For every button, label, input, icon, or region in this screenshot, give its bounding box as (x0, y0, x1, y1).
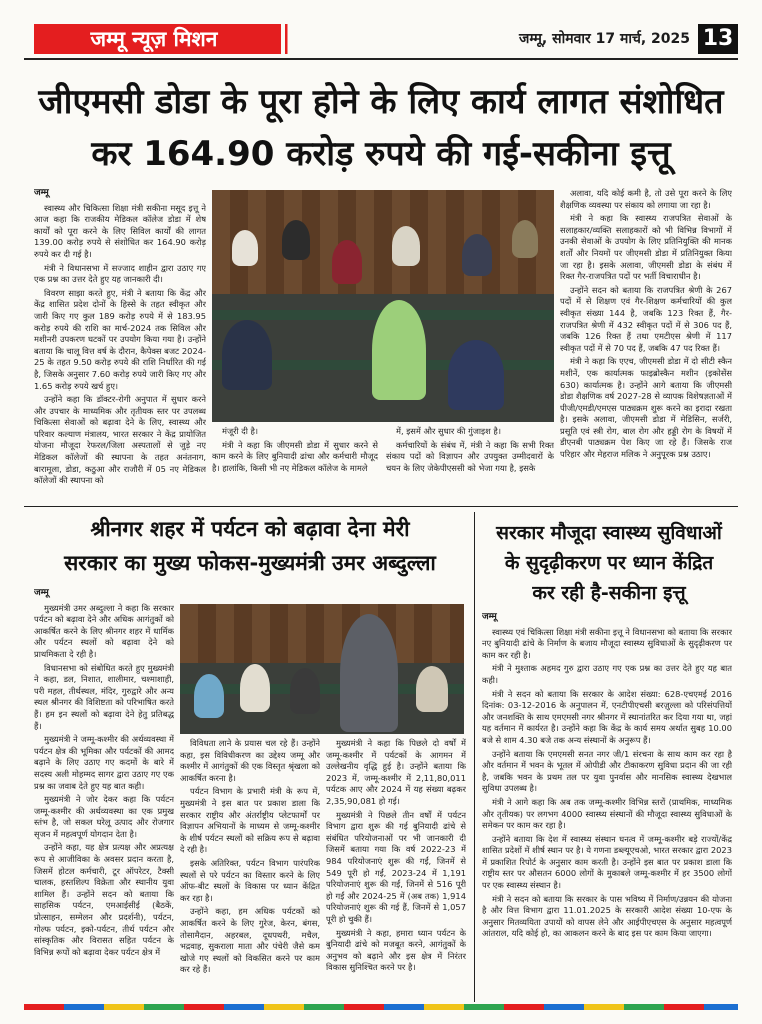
photo-person (332, 240, 362, 284)
story1-column-2 (212, 426, 378, 502)
story2-paragraph: विधानसभा को संबोधित करते हुए मुख्यमंत्री ने कहा, डल, निशात, शालीमार, चश्माशाही, परी महल, तीर्थस्थल, मंदिर, गुरुद्वारे और अन्य स्थल श्रीनगर की विशिष्टता को परिभाषित करते हैं। हम इन स्थलों को बढ़ावा देने हेतु प्रतिबद्ध हैं। (34, 662, 174, 731)
color-registration-bar (24, 1004, 738, 1010)
story1-paragraph: मंत्री ने कहा कि स्वास्थ्य राजपत्रित सेवाओं के सलाहकार/व्यक्ति सलाहकारों को भी विभिन्न विभागों में उनकी सेवाओं के उपयोग के लिए प्रतिनियुक्ति की मानक शर्तों और नियमों पर जीएमसी डोडा में प्रतिनियुक्त किया जा रहा है। इसके अलावा, जीएमसी डोडा के संबंध में रिक्त गैर-राजपत्रित पदों पर भर्ती विचाराधीन है। (560, 213, 732, 282)
story2-paragraph: उन्होंने कहा, यह क्षेत्र प्रत्यक्ष और अप्रत्यक्ष रूप से आजीविका के अवसर प्रदान करता है, जिसमें होटल कर्मचारी, टूर ऑपरेटर, टैक्सी चालक, हस्तशिल्प विक्रेता और स्थानीय युवा शामिल हैं। उन्होंने सदन को बताया कि साहसिक पर्यटन, एमआईसीई (बैठकें, प्रोत्साहन, सम्मेलन और प्रदर्शनी), पर्यटन, गोल्फ पर्यटन, इको-पर्यटन, तीर्थ पर्यटन और सांस्कृतिक और विरासत सहित पर्यटन के विभिन्न रूपों को बढ़ावा देकर पर्यटन क्षेत्र में (34, 842, 174, 957)
story2-paragraph: मुख्यमंत्री ने पिछले तीन वर्षों में पर्यटन विभाग द्वारा शुरू की गई बुनियादी ढांचे से संबंधित परियोजनाओं पर भी जानकारी दी जिसमें बताया गया कि वर्ष 2022-23 में 984 परियोजनाएं शुरू की गईं, जिनमें से 549 पूरी हो गईं, 2023-24 में 1,191 परियोजनाएं शुरू की गईं, जिनमें से 516 पूरी हो गईं और 2024-25 में (अब तक) 1,914 परियोजनाएं शुरू की गई हैं, जिनमें से 1,057 पूरी हो चुकी हैं। (326, 809, 466, 924)
story1-headline (24, 76, 738, 180)
story1-paragraph: मंजूरी दी है। (222, 426, 259, 436)
story3-headline-line2: के सुदृढ़ीकरण पर ध्यान केंद्रित (504, 552, 714, 574)
section-divider (24, 506, 738, 507)
photo-person (462, 234, 492, 276)
photo-speaking-woman (372, 300, 426, 400)
story1-paragraph: स्वास्थ्य और चिकित्सा शिक्षा मंत्री सकीना मसूद इत्तू ने आज कहा कि राजकीय मेडिकल कॉलेज डोडा में शेष कार्यों को पूरा करने के लिए सिविल कार्यों की लागत 139.00 करोड़ रुपये से संशोधित कर 164.90 करोड़ रुपये कर दी गई है। (34, 202, 206, 259)
story2-headline-line1: श्रीनगर शहर में पर्यटन को बढ़ावा देना मेरी (90, 517, 410, 541)
story1-column-4 (560, 188, 732, 503)
story2-paragraph: मुख्यमंत्री ने कहा कि पिछले दो वर्षों में जम्मू-कश्मीर में पर्यटकों के आगमन में उल्लेखनीय वृद्धि हुई है। उन्होंने बताया कि 2023 में, जम्मू-कश्मीर में 2,11,80,011 पर्यटक आए और 2024 में यह संख्या बढ़कर 2,35,90,081 हो गई। (326, 738, 466, 806)
story3-headline (480, 518, 738, 608)
story2-paragraph: मुख्यमंत्री ने कहा, हमारा ध्यान पर्यटन के बुनियादी ढांचे को मजबूत करने, आगंतुकों के अनुभव को बढ़ाने और इस क्षेत्र में निरंतर विकास सुनिश्चित करने पर है। (326, 927, 466, 973)
story3-paragraph: मंत्री ने मुश्ताक अहमद गुरु द्वारा उठाए गए एक प्रश्न का उत्तर देते हुए यह बात कही। (482, 663, 732, 685)
story2-paragraph: मुख्यमंत्री उमर अब्दुल्ला ने कहा कि सरकार पर्यटन को बढ़ावा देने और अधिक आगंतुकों को आकर्षित करने के लिए श्रीनगर शहर में धार्मिक और पर्यटन स्थलों को बढ़ावा देने को प्राथमिकता दे रही है। (34, 602, 174, 659)
story2-paragraph: इसके अतिरिक्त, पर्यटन विभाग पारंपरिक स्थलों से परे पर्यटन का विस्तार करने के लिए ऑफ-बीट स्थलों के विकास पर ध्यान केंद्रित कर रहा है। (180, 857, 320, 903)
photo-person (416, 666, 448, 712)
story3-paragraph: उन्होंने बताया कि देश में स्वास्थ्य संस्थान घनत्व में जम्मू-कश्मीर बड़े राज्यों/केंद्र शासित प्रदेशों में शीर्ष स्थान पर है। ये गणना डब्ल्यूएचओ, भारत सरकार द्वारा 2023 में प्रकाशित रिपोर्ट के अनुसार काम करती है। उन्होंने इस बात पर प्रकाश डाला कि राष्ट्रीय स्तर पर औसतन 6000 लोगों के मुकाबले जम्मू-कश्मीर में हर 3500 लोगों पर एक स्वास्थ्य संस्थान है। (482, 833, 732, 891)
story3-headline-line3: कर रही है-सकीना इत्तू (532, 582, 686, 604)
photo-person (222, 320, 272, 390)
story1-column-3 (386, 426, 554, 502)
issue-date: जम्मू, सोमवार 17 मार्च, 2025 (518, 31, 690, 47)
photo-person (232, 230, 258, 266)
story1-paragraph: उन्होंने सदन को बताया कि राजपत्रित श्रेणी के 267 पदों में से शिक्षण एवं गैर-शिक्षण कर्मचारियों की कुल स्वीकृत संख्या 144 है, जबकि 123 रिक्त हैं, गैर-राजपत्रित श्रेणी में 432 स्वीकृत पदों में से 306 पद हैं, जबकि 126 रिक्त हैं तथा एमटीएस श्रेणी में 117 स्वीकृत पदों में से 70 पद हैं, जबकि 47 पद रिक्त हैं। (560, 284, 732, 353)
story1-paragraph: विवरण साझा करते हुए, मंत्री ने बताया कि केंद्र और केंद्र शासित प्रदेश दोनों के हिस्से के तहत स्वीकृत और जारी किए गए कुल 189 करोड़ रुपये में से 183.95 करोड़ रुपये की राशि का मार्च-2024 तक सिविल और मशीनरी उपकरण घटकों पर उपयोग किया गया है। उन्होंने बताया कि चालू वित्त वर्ष के दौरान, कैपेक्स बजट 2024-25 के तहत 9.50 करोड़ रुपये की राशि निर्धारित की गई है, जिसके अनुसार 7.60 करोड़ रुपये जारी किए गए और 1.65 करोड़ रुपये खर्च हुए। (34, 287, 206, 391)
story2-column-2 (180, 738, 320, 992)
story3-headline-line1: सरकार मौजूदा स्वास्थ्य सुविधाओं (496, 522, 722, 544)
story2-paragraph: विविधता लाने के प्रयास चल रहे हैं। उन्होंने कहा, इस विविधीकरण का उद्देश्य जम्मू और कश्मीर में आगंतुकों की एक विस्तृत श्रृंखला को आकर्षित करना है। (180, 738, 320, 783)
story1-paragraph: अलावा, यदि कोई कमी है, तो उसे पूरा करने के लिए शैक्षणिक व्यवस्था पर संकाय को लगाया जा रहा है। (560, 188, 732, 210)
cm-speaking-photo (180, 604, 464, 734)
story2-headline (30, 512, 470, 580)
story1-column-1 (34, 188, 206, 503)
story3-body (482, 612, 732, 992)
photo-person (194, 674, 224, 718)
story3-dateline: जम्मू (482, 612, 497, 622)
story3-paragraph: स्वास्थ्य एवं चिकित्सा शिक्षा मंत्री सकीना इत्तू ने विधानसभा को बताया कि सरकार नए बुनियादी ढांचे के निर्माण के बजाय मौजूदा स्वास्थ्य सुविधाओं के सुदृढ़ीकरण पर काम कर रही है। (482, 626, 732, 660)
story2-column-3 (326, 738, 466, 992)
masthead (24, 24, 738, 54)
column-divider (474, 512, 475, 1002)
story2-column-1 (34, 588, 174, 992)
photo-speaking-man (340, 614, 398, 732)
story2-paragraph: मुख्यमंत्री ने जम्मू-कश्मीर की अर्थव्यवस्था में पर्यटन क्षेत्र की भूमिका और पर्यटकों की आमद बढ़ाने के लिए उठाए गए कदमों के बारे में सदस्य अली मोहम्मद सागर द्वारा उठाए गए एक प्रश्न का जवाब देते हुए यह बात कही। (34, 734, 174, 791)
story1-headline-line2: कर 164.90 करोड़ रुपये की गई-सकीना इत्तू (91, 134, 671, 174)
story3-paragraph: मंत्री ने आगे कहा कि अब तक जम्मू-कश्मीर विभिन्न स्तरों (प्राथमिक, माध्यमिक और तृतीयक) पर लगभग 4000 स्वास्थ्य संस्थानों की मौजूदा स्वास्थ्य सुविधाओं के समेकन पर काम कर रहा है। (482, 796, 732, 831)
story3-paragraph: उन्होंने बताया कि एमएमसी सनत नगर जी/1 संरचना के साथ काम कर रहा है और वर्तमान में भवन के भूतल में ओपीडी और टीकाकरण सुविधा प्रदान की जा रही है, जबकि भवन के प्रथम तल पर युवा पुनर्वास और मानसिक स्वास्थ्य देखभाल सुविधा उपलब्ध है। (482, 748, 732, 794)
masthead-rule (24, 58, 738, 60)
story3-paragraph: मंत्री ने सदन को बताया कि सरकार के पास भविष्य में निर्माण/उन्नयन की योजना है और वित्त विभाग द्वारा 11.01.2025 के सरकारी आदेश संख्या 10-एफ के अनुसार मितव्ययिता उपायों को वापस लेने और आईपीएचएस के अनुसार महत्वपूर्ण आंतराल, यदि कोई हो, का आकलन करने के बाद इस पर काम किया जाएगा। (482, 893, 732, 939)
story1-dateline: जम्मू (34, 188, 49, 198)
photo-person (282, 220, 310, 260)
story2-paragraph: मुख्यमंत्री ने जोर देकर कहा कि पर्यटन जम्मू-कश्मीर की अर्थव्यवस्था का एक प्रमुख स्तंभ है, जो सकल घरेलू उत्पाद और रोजगार सृजन में महत्वपूर्ण योगदान देता है। (34, 794, 174, 839)
story3-paragraph: मंत्री ने सदन को बताया कि सरकार के आदेश संख्या: 628-एचएमई 2016 दिनांक: 03-12-2016 के अनुपालन में, एनटीपीएचसी बरज़ुल्ला को परिसंपत्तियों और जनशक्ति के साथ एमएमसी नगर श्रीनगर में स्थानांतरित कर दिया गया था, जहां यह वर्तमान में कार्यरत है। उन्होंने कहा कि केंद्र के कार्य समय अर्थात सुबह 10.00 बजे से शाम 4.30 बजे तक अन्य संस्थानों के अनुरूप हैं। (482, 688, 732, 745)
story1-paragraph: उन्होंने कहा कि डॉक्टर-रोगी अनुपात में सुधार करने और उपचार के माध्यमिक और तृतीयक स्तर पर उपलब्ध चिकित्सा सेवाओं को बढ़ावा देने के लिए, स्वास्थ्य और परिवार कल्याण मंत्रालय, भारत सरकार ने केंद्र प्रायोजित योजना मौजूदा रेफरल/जिला अस्पतालों से जुड़े नए मेडिकल कॉलेजों की स्थापना के तहत अनंतनाग, बारामूला, डोडा, कठुआ और राजौरी में 05 नए मेडिकल कॉलेजों की स्थापना को (34, 394, 206, 486)
photo-person (240, 664, 270, 712)
photo-wall-panels (180, 604, 464, 663)
photo-person (392, 226, 420, 266)
story2-dateline: जम्मू (34, 588, 49, 598)
page-number: 13 (698, 24, 738, 54)
story1-paragraph: कर्मचारियों के संबंध में, मंत्री ने कहा कि सभी रिक्त संकाय पदों को विज्ञापन और उपयुक्त उम्मीदवारों के चयन के लिए जेकेपीएससी को भेजा गया है, इसके (386, 439, 554, 473)
story2-paragraph: पर्यटन विभाग के प्रभारी मंत्री के रूप में, मुख्यमंत्री ने इस बात पर प्रकाश डाला कि सरकार राष्ट्रीय और अंतर्राष्ट्रीय प्लेटफार्मों पर विज्ञापन अभियानों के माध्यम से जम्मू-कश्मीर के शीर्ष पर्यटन स्थलों को सक्रिय रूप से बढ़ावा दे रही है। (180, 786, 320, 855)
story1-headline-line1: जीएमसी डोडा के पूरा होने के लिए कार्य लागत संशोधित (38, 82, 724, 122)
brand-stripe (274, 24, 292, 54)
photo-person (290, 668, 320, 714)
assembly-photo (212, 190, 554, 422)
photo-person (512, 220, 538, 258)
newspaper-brand: जम्मू न्यूज़ मिशन (34, 24, 274, 54)
story1-paragraph: में, इसमें और सुधार की गुंजाइश है। (396, 426, 501, 436)
story1-paragraph: मंत्री ने विधानसभा में सज्जाद शाहीन द्वारा उठाए गए एक प्रश्न का उत्तर देते हुए यह जानकारी दी। (34, 262, 206, 285)
story1-paragraph: मंत्री ने कहा कि जीएमसी डोडा में सुधार करने से काम करने के लिए बुनियादी ढांचा और कर्मचारी मौजूद है। हालांकि, किसी भी नए मेडिकल कॉलेज के मामले (212, 439, 378, 473)
story1-paragraph: मंत्री ने कहा कि एएच, जीएमसी डोडा में दो सीटी स्कैन मशीनें, एक कार्यात्मक फाइब्रोस्कैन मशीन (इकोसेंस 630) कार्यात्मक है। उन्होंने आगे बताया कि जीएमसी डोडा शैक्षणिक वर्ष 2027-28 से व्यापक विशेषज्ञताओं में पीजी/एमडी/एमएस पाठ्यक्रम शुरू करने का इरादा रखता है। इसके अलावा, जीएमसी डोडा में मेडिसिन, सर्जरी, प्रसूति एवं स्त्री रोग, बाल रोग और हड्डी रोग के विषयों में डीएनबी पाठ्यक्रम पेश किए जा रहे हैं। जिसके राज परिहार और मेहराज मलिक ने अनुपूरक प्रश्न उठाए। (560, 356, 732, 460)
photo-person (448, 340, 504, 410)
photo-wall-panels (212, 190, 554, 294)
story2-paragraph: उन्होंने कहा, हम अधिक पर्यटकों को आकर्षित करने के लिए गुरेज, केरन, बंगस, तोसामैदान, अहरबल, दूधपथरी, मचैल, भद्रवाह, सुकराला माता और पंचेरी जैसे कम खोजे गए स्थलों को विकसित करने पर काम कर रहे हैं। (180, 906, 320, 975)
story2-headline-line2: सरकार का मुख्य फोकस-मुख्यमंत्री उमर अब्दुल्ला (64, 551, 436, 575)
